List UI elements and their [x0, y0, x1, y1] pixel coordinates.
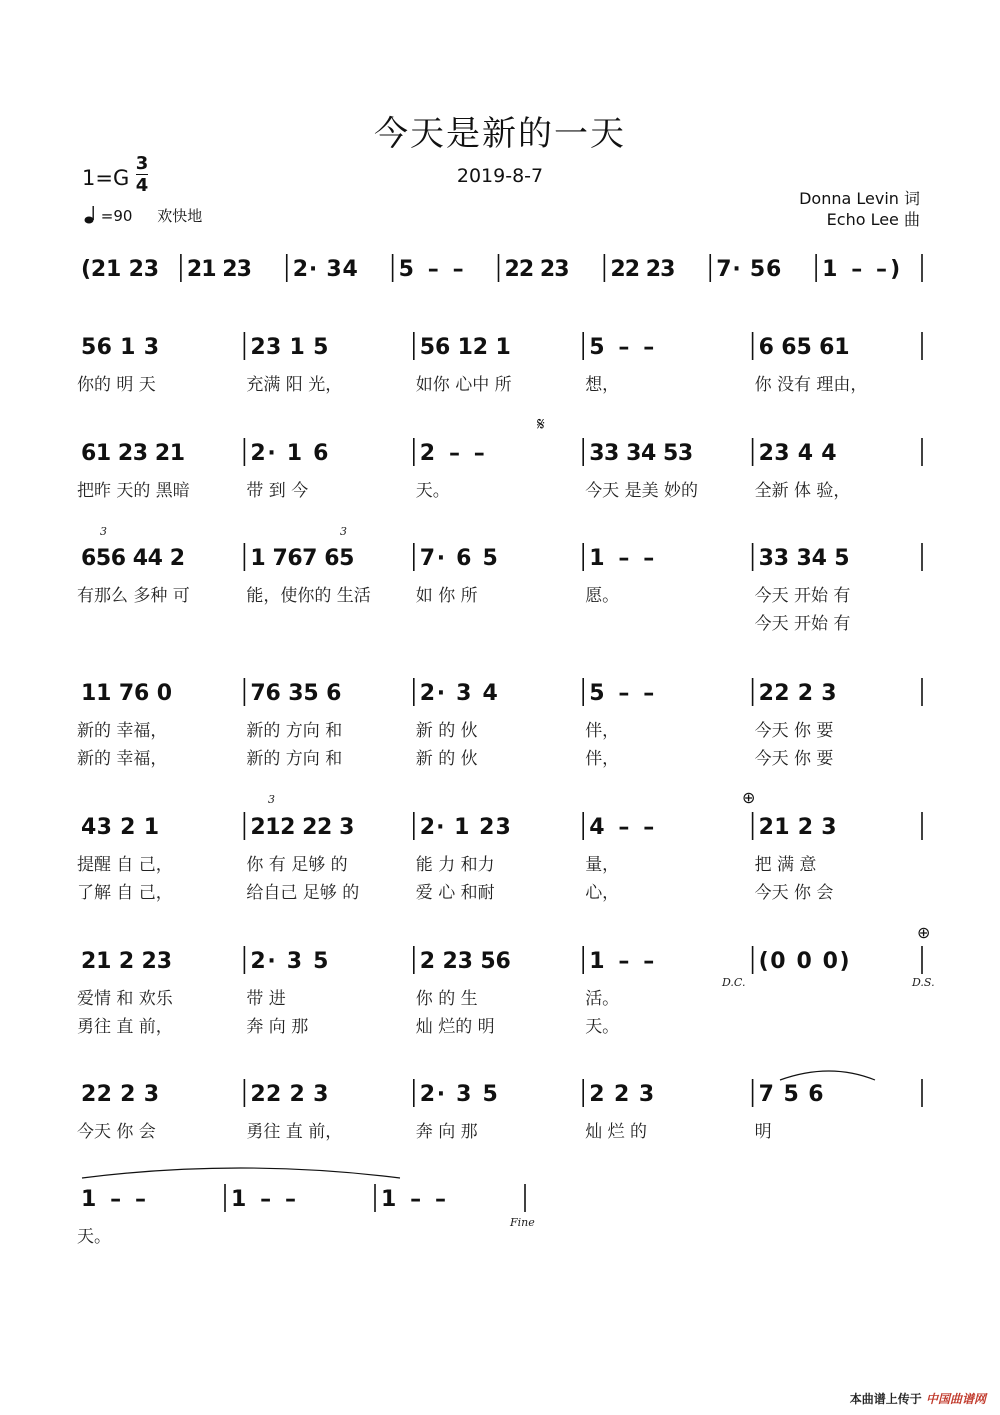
- lyric-text: 爱情 和 欢乐: [77, 989, 173, 1009]
- measure-notes: (21 23: [81, 257, 159, 282]
- lyric-text: 给自己 足够 的: [246, 883, 360, 903]
- lyric-text: 能，使你的 生活: [246, 586, 371, 606]
- measure-notes: 1 – –): [822, 257, 901, 282]
- lyric-text: 心，: [585, 883, 620, 903]
- lyric-text: 奔 向 那: [415, 1122, 478, 1142]
- lyric-text: 勇往 直 前，: [246, 1122, 343, 1142]
- measure-notes: 23 4 4: [758, 441, 837, 466]
- tie-arc: [780, 1071, 875, 1080]
- measure-notes: 5 – –: [589, 335, 655, 360]
- tie-arc: [82, 1168, 400, 1178]
- lyric-text: 全新 体 验，: [754, 481, 851, 501]
- lyric-text: 新 的 伙: [415, 721, 478, 741]
- lyric-text: 勇往 直 前，: [77, 1017, 173, 1037]
- lyric-text: 今天 你 要: [754, 721, 834, 741]
- lyric-text: 天。: [585, 1017, 620, 1037]
- fine-mark: Fine: [510, 1216, 535, 1229]
- system-row: [81, 254, 922, 282]
- lyric-text: 今天 开始 有: [754, 614, 851, 634]
- lyric-text: 今天 你 要: [754, 749, 834, 769]
- measure-notes: 5 – –: [589, 681, 655, 706]
- lyricist: Donna Levin 词: [799, 189, 920, 208]
- dc-mark: D.C.: [722, 976, 746, 989]
- lyric-text: 愿。: [585, 586, 620, 606]
- system-row: [77, 1184, 525, 1247]
- measure-notes: 1 – –: [231, 1187, 296, 1212]
- lyric-text: 新的 幸福，: [77, 721, 168, 741]
- lyric-text: 今天 你 会: [77, 1122, 156, 1142]
- song-title: 今天是新的一天: [374, 114, 626, 154]
- system-row: [77, 812, 922, 903]
- lyric-text: 有那么 多种 可: [77, 586, 190, 606]
- lyric-text: 你 没有 理由，: [754, 375, 868, 395]
- lyric-text: 灿 烂 的: [585, 1122, 648, 1142]
- measure-notes: 1 – –: [81, 1187, 146, 1212]
- lyric-text: 今天 开始 有: [754, 586, 851, 606]
- measure-notes: 1 767 65: [250, 546, 355, 571]
- measure-notes: (0 0 0): [758, 949, 850, 974]
- measure-notes: 4 – –: [589, 815, 655, 840]
- lyric-text: 伴，: [585, 749, 620, 769]
- triplet-mark: 3: [100, 525, 107, 538]
- measure-notes: 76 35 6: [250, 681, 342, 706]
- measure-notes: 1 – –: [381, 1187, 446, 1212]
- date: 2019-8-7: [456, 165, 544, 187]
- lyric-text: 天。: [415, 481, 450, 501]
- measure-notes: 2 23 56: [419, 949, 511, 974]
- triplet-mark: 3: [268, 793, 275, 806]
- lyric-text: 如你 心中 所: [415, 375, 512, 395]
- measure-notes: 7· 6 5: [419, 546, 498, 571]
- lyric-text: 你 的 生: [415, 989, 478, 1009]
- measure-notes: 33 34 53: [589, 441, 694, 466]
- lyric-text: 量，: [585, 855, 620, 875]
- lyric-text: 灿 烂的 明: [415, 1017, 495, 1037]
- tempo-value: =90: [100, 207, 133, 225]
- lyric-text: 爱 心 和耐: [415, 883, 495, 903]
- measure-notes: 1 – –: [589, 546, 655, 571]
- lyric-text: 今天 你 会: [754, 883, 834, 903]
- lyric-text: 想，: [585, 375, 620, 395]
- segno-icon: 𝄋: [537, 414, 545, 435]
- measure-notes: 22 2 3: [758, 681, 837, 706]
- system-row: [77, 1079, 922, 1142]
- measure-notes: 56 1 3: [81, 335, 159, 360]
- lyric-text: 奔 向 那: [246, 1017, 309, 1037]
- footer-prefix: 本曲谱上传于: [849, 1392, 922, 1406]
- measure-notes: 56 12 1: [419, 335, 511, 360]
- system-row: [77, 438, 922, 501]
- measure-notes: 2 – –: [419, 441, 485, 466]
- lyric-text: 充满 阳 光，: [246, 375, 343, 395]
- measure-notes: 7 5 6: [758, 1082, 824, 1107]
- measure-notes: 2· 3 5: [250, 949, 329, 974]
- lyric-text: 明: [754, 1122, 772, 1142]
- time-signature-bottom: 4: [135, 175, 149, 196]
- lyric-text: 了解 自 己，: [77, 883, 173, 903]
- system-row: [77, 678, 922, 769]
- lyric-text: 把昨 天的 黑暗: [77, 481, 190, 501]
- measure-notes: 6 65 61: [758, 335, 850, 360]
- measure-notes: 2 2 3: [589, 1082, 655, 1107]
- measure-notes: 7· 56: [716, 257, 782, 282]
- lyric-text: 新的 方向 和: [246, 749, 343, 769]
- triplet-mark: 3: [340, 525, 347, 538]
- system-row: [77, 332, 922, 395]
- lyric-text: 能 力 和力: [415, 855, 495, 875]
- site-logo: 中国曲谱网: [925, 1392, 986, 1406]
- measure-notes: 33 34 5: [758, 546, 850, 571]
- measure-notes: 656 44 2: [81, 546, 185, 571]
- measure-notes: 2· 1 23: [419, 815, 511, 840]
- measure-notes: 2· 34: [292, 257, 358, 282]
- coda-icon: ⊕: [917, 923, 931, 942]
- time-signature-top: 3: [135, 153, 149, 174]
- measure-notes: 2· 1 6: [250, 441, 329, 466]
- lyric-text: 天。: [77, 1227, 111, 1247]
- coda-icon: ⊕: [742, 788, 756, 807]
- system-row: [77, 543, 922, 634]
- measure-notes: 43 2 1: [81, 815, 159, 840]
- measure-notes: 22 2 3: [81, 1082, 159, 1107]
- measure-notes: 61 23 21: [81, 441, 185, 466]
- lyric-text: 把 满 意: [754, 855, 817, 875]
- lyric-text: 新的 幸福，: [77, 749, 168, 769]
- lyric-text: 伴，: [585, 721, 620, 741]
- measure-notes: 22 2 3: [250, 1082, 329, 1107]
- measure-notes: 22 23: [610, 257, 676, 282]
- key-signature: 1=G: [82, 166, 130, 190]
- measure-notes: 5 – –: [398, 257, 464, 282]
- measure-notes: 11 76 0: [81, 681, 172, 706]
- system-row: [77, 946, 922, 1037]
- measure-notes: 2· 3 4: [419, 681, 498, 706]
- measure-notes: 1 – –: [589, 949, 655, 974]
- ds-mark: D.S.: [912, 976, 935, 989]
- measure-notes: 2· 3 5: [419, 1082, 498, 1107]
- lyric-text: 带 到 今: [246, 481, 309, 501]
- lyric-text: 新的 方向 和: [246, 721, 343, 741]
- lyric-text: 你的 明 天: [77, 375, 156, 395]
- lyric-text: 活。: [585, 989, 620, 1009]
- expression: 欢快地: [157, 207, 203, 225]
- composer: Echo Lee 曲: [826, 210, 920, 229]
- measure-notes: 22 23: [504, 257, 570, 282]
- measure-notes: 21 2 3: [758, 815, 837, 840]
- lyric-text: 带 进: [246, 989, 286, 1009]
- footer: [850, 1390, 986, 1407]
- measure-notes: 212 22 3: [250, 815, 355, 840]
- measure-notes: 21 23: [186, 257, 252, 282]
- lyric-text: 你 有 足够 的: [246, 855, 348, 875]
- lyric-text: 新 的 伙: [415, 749, 478, 769]
- measure-notes: 23 1 5: [250, 335, 329, 360]
- lyric-text: 提醒 自 己，: [77, 855, 173, 875]
- lyric-text: 今天 是美 妙的: [585, 481, 699, 501]
- lyric-text: 如 你 所: [415, 586, 478, 606]
- measure-notes: 21 2 23: [81, 949, 172, 974]
